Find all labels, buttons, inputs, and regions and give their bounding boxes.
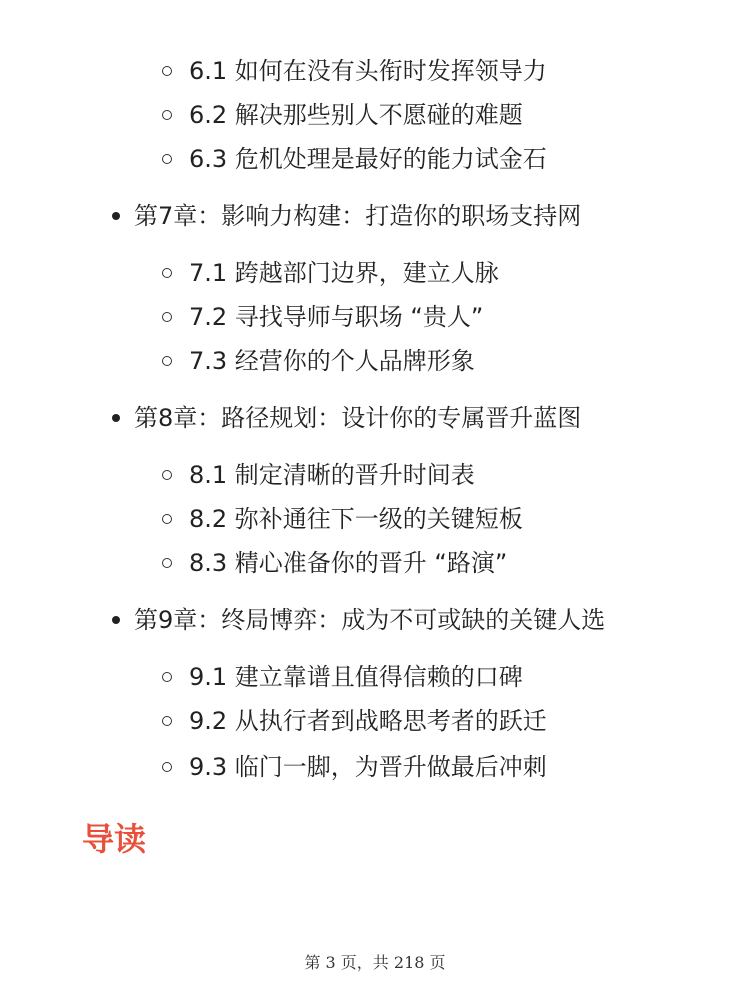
toc-item-label: 7.1 跨越部门边界，建立人脉 [189,259,499,287]
filled-bullet-icon [112,414,120,422]
hollow-bullet-icon [162,312,172,322]
hollow-bullet-icon [162,762,172,772]
toc-item-label: 9.3 临门一脚，为晋升做最后冲刺 [189,753,547,781]
filled-bullet-icon [112,616,120,624]
toc-item-label: 8.1 制定清晰的晋升时间表 [189,461,475,489]
hollow-bullet-icon [162,558,172,568]
hollow-bullet-icon [162,470,172,480]
toc-chapter-title: 第7章：影响力构建：打造你的职场支持网 [134,202,582,230]
hollow-bullet-icon [162,716,172,726]
filled-bullet-icon [112,212,120,220]
hollow-bullet-icon [162,66,172,76]
hollow-bullet-icon [162,514,172,524]
toc-item-label: 6.3 危机处理是最好的能力试金石 [189,145,547,173]
toc-item-label: 9.1 建立靠谱且值得信赖的口碑 [189,663,523,691]
toc-item-label: 8.3 精心准备你的晋升 “路演” [189,549,508,577]
toc-item-label: 6.2 解决那些别人不愿碰的难题 [189,101,523,129]
toc-item-label: 7.3 经营你的个人品牌形象 [189,347,475,375]
page-footer: 第 3 页，共 218 页 [304,953,446,972]
hollow-bullet-icon [162,268,172,278]
section-heading: 导读 [82,820,147,858]
hollow-bullet-icon [162,154,172,164]
toc-item-label: 7.2 寻找导师与职场 “贵人” [189,303,484,331]
hollow-bullet-icon [162,356,172,366]
toc-chapter-title: 第9章：终局博弈：成为不可或缺的关键人选 [134,606,606,634]
hollow-bullet-icon [162,672,172,682]
toc-item-label: 8.2 弥补通往下一级的关键短板 [189,505,523,533]
hollow-bullet-icon [162,110,172,120]
toc-item-label: 9.2 从执行者到战略思考者的跃迁 [189,707,547,735]
toc-item-label: 6.1 如何在没有头衔时发挥领导力 [189,57,547,85]
toc-chapter-title: 第8章：路径规划：设计你的专属晋升蓝图 [134,404,582,432]
